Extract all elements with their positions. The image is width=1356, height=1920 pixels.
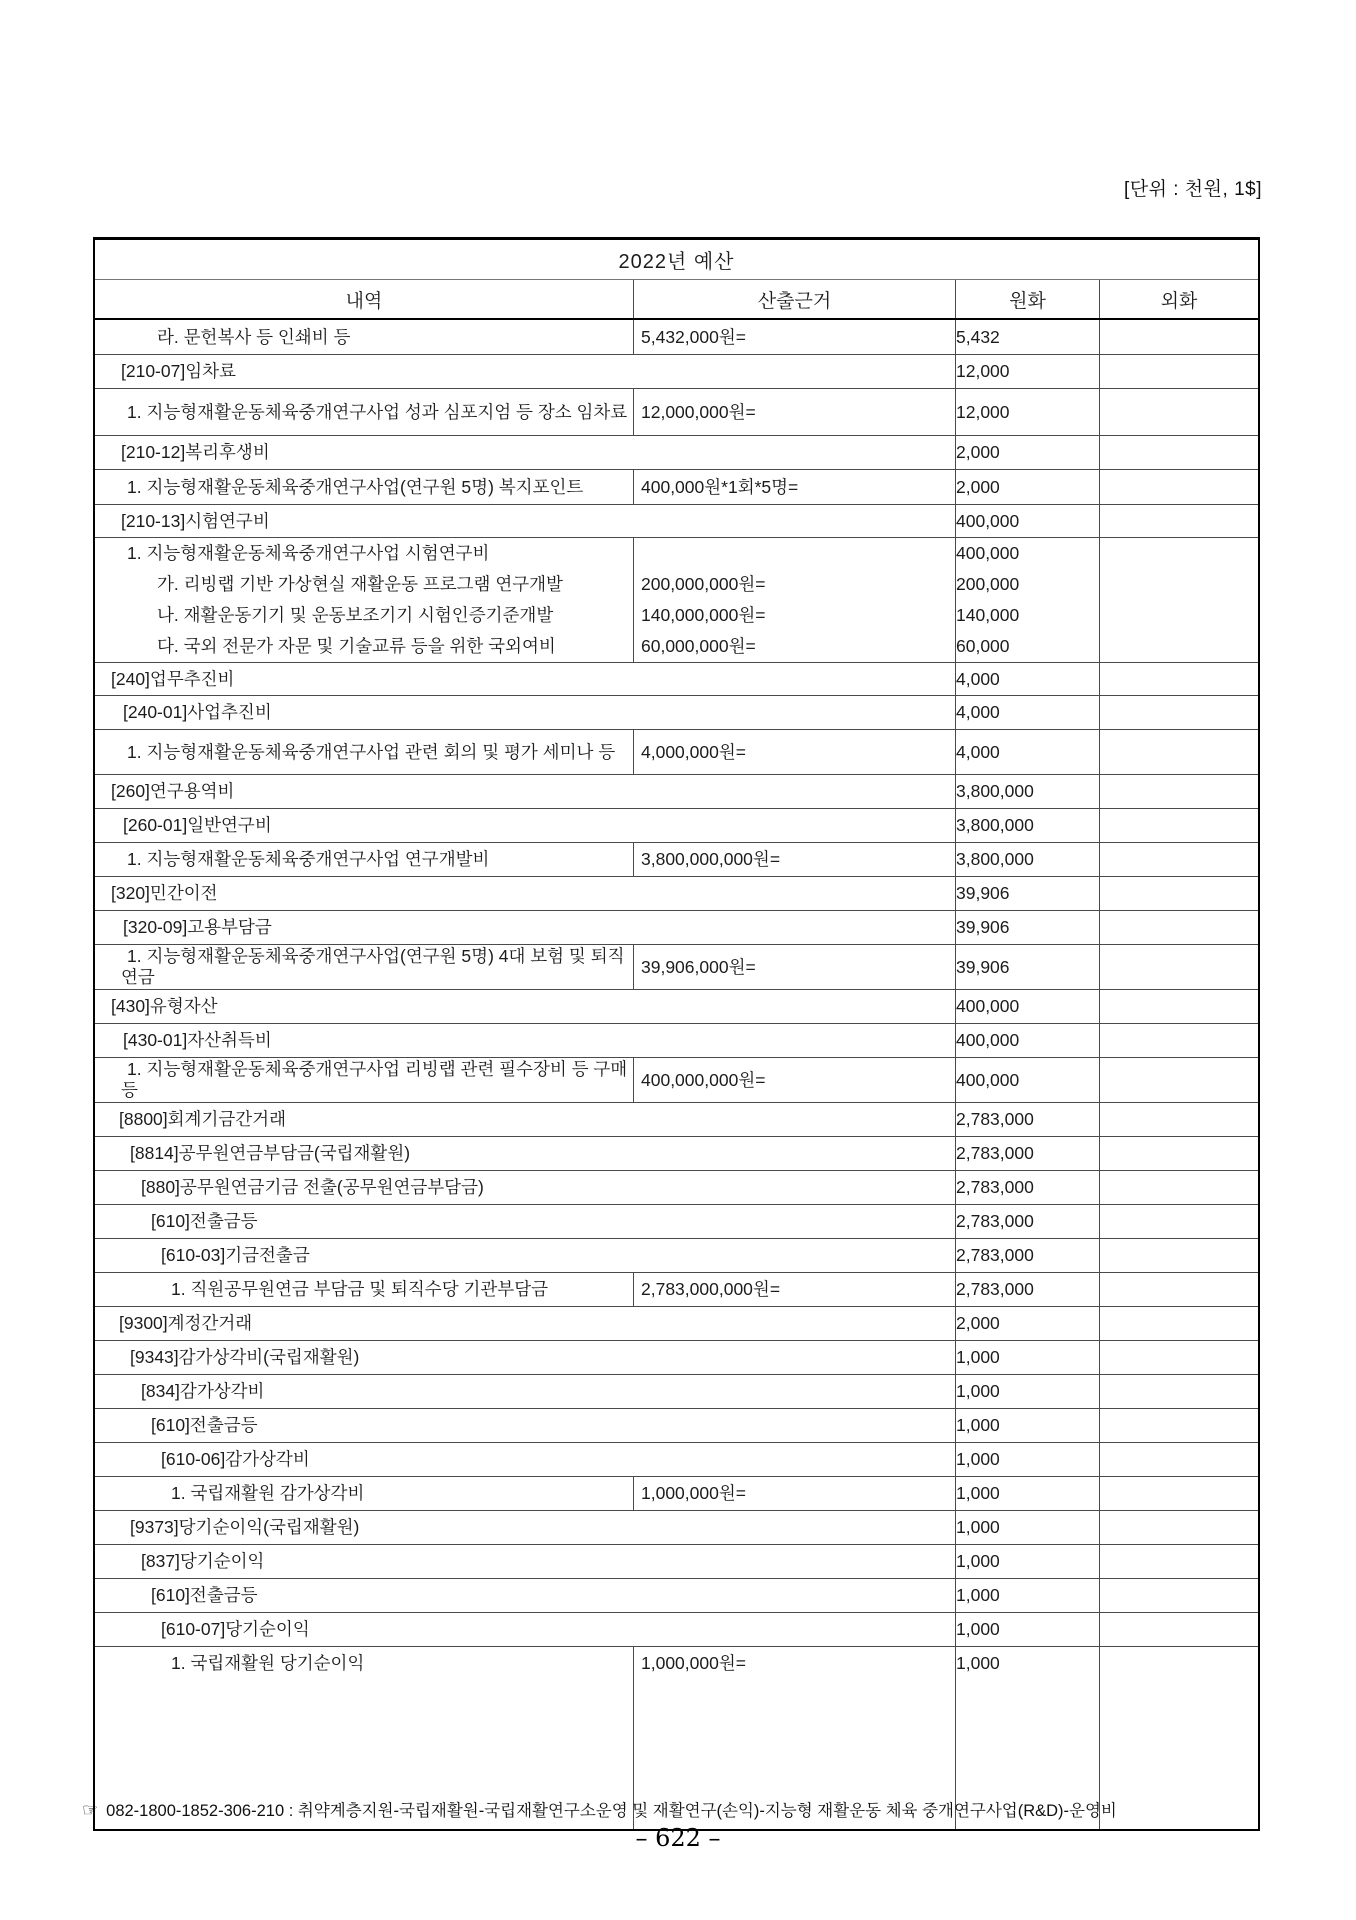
item-description: [610-07]당기순이익 — [161, 1619, 310, 1639]
table-body — [95, 320, 1258, 1829]
calc-basis: 140,000,000원= — [633, 600, 955, 631]
foreign-currency-amount — [1099, 600, 1258, 631]
table-row — [95, 1340, 1258, 1374]
item-description: [610]전출금등 — [151, 1211, 258, 1231]
calc-basis: 1,000,000원= — [633, 1477, 955, 1510]
foreign-currency-amount — [1099, 1443, 1258, 1476]
foreign-currency-amount — [1099, 1024, 1258, 1057]
footnote — [82, 1797, 1292, 1821]
calc-basis: 12,000,000원= — [633, 389, 955, 435]
krw-amount: 1,000 — [955, 1477, 1099, 1510]
calc-basis: 200,000,000원= — [633, 569, 955, 600]
krw-amount: 140,000 — [955, 600, 1099, 631]
table-row — [95, 320, 1258, 354]
krw-amount: 1,000 — [955, 1545, 1099, 1578]
item-description: [8800]회계기금간거래 — [119, 1109, 286, 1129]
foreign-currency-amount — [1099, 505, 1258, 537]
item-description: 1. 국립재활원 감가상각비 — [171, 1483, 365, 1503]
table-row — [95, 504, 1258, 537]
table-subrow — [95, 569, 1258, 600]
calc-basis: 400,000원*1회*5명= — [633, 470, 955, 504]
table-row — [95, 1057, 1258, 1102]
item-description: 가. 리빙랩 기반 가상현실 재활운동 프로그램 연구개발 — [157, 574, 563, 594]
table-subrow — [95, 600, 1258, 631]
item-description: 1. 지능형재활운동체육중개연구사업 관련 회의 및 평가 세미나 등 — [127, 741, 616, 762]
item-description: [8814]공무원연금부담금(국립재활원) — [130, 1143, 411, 1163]
foreign-currency-amount — [1099, 990, 1258, 1023]
table-row — [95, 910, 1258, 944]
calc-basis: 1,000,000원= — [633, 1647, 955, 1829]
table-subrow — [95, 631, 1258, 662]
table-row — [95, 1238, 1258, 1272]
calc-basis: 60,000,000원= — [633, 631, 955, 662]
table-row — [95, 662, 1258, 695]
table-row — [95, 944, 1258, 989]
table-row — [95, 729, 1258, 774]
calc-basis: 2,783,000,000원= — [633, 1273, 955, 1306]
item-description: [240-01]사업추진비 — [123, 702, 272, 722]
foreign-currency-amount — [1099, 1239, 1258, 1272]
krw-amount: 2,000 — [955, 470, 1099, 504]
foreign-currency-amount — [1099, 809, 1258, 842]
krw-amount: 4,000 — [955, 663, 1099, 695]
foreign-currency-amount — [1099, 1613, 1258, 1646]
calc-basis: 39,906,000원= — [633, 945, 955, 989]
foreign-currency-amount — [1099, 1579, 1258, 1612]
table-row — [95, 876, 1258, 910]
foreign-currency-amount — [1099, 911, 1258, 944]
foreign-currency-amount — [1099, 1171, 1258, 1204]
table-row — [95, 1442, 1258, 1476]
table-subrow — [95, 538, 1258, 569]
foreign-currency-amount — [1099, 1511, 1258, 1544]
table-row — [95, 1272, 1258, 1306]
table-row — [95, 774, 1258, 808]
krw-amount: 39,906 — [955, 945, 1099, 989]
krw-amount: 1,000 — [955, 1511, 1099, 1544]
foreign-currency-amount — [1099, 730, 1258, 774]
table-row — [95, 1476, 1258, 1510]
krw-amount: 2,000 — [955, 1307, 1099, 1340]
table-row — [95, 1136, 1258, 1170]
foreign-currency-amount — [1099, 696, 1258, 729]
krw-amount: 1,000 — [955, 1579, 1099, 1612]
table-row — [95, 1102, 1258, 1136]
item-description: [430-01]자산취득비 — [123, 1030, 272, 1050]
foreign-currency-amount — [1099, 1205, 1258, 1238]
item-description: [320-09]고용부담금 — [123, 917, 272, 937]
budget-table — [93, 237, 1260, 1831]
unit-label: [단위 : 천원, 1$] — [1123, 179, 1262, 200]
item-description: [9300]계정간거래 — [119, 1313, 253, 1333]
item-description: 1. 지능형재활운동체육중개연구사업 리빙랩 관련 필수장비 등 구매 등 — [121, 1059, 628, 1100]
krw-amount: 39,906 — [955, 877, 1099, 910]
foreign-currency-amount — [1099, 1341, 1258, 1374]
item-description: 1. 지능형재활운동체육중개연구사업 성과 심포지엄 등 장소 임차료 — [127, 401, 628, 422]
table-row — [95, 1023, 1258, 1057]
footnote-text: 082-1800-1852-306-210 : 취약계층지원-국립재활원-국립재활연구소운영 및 재활연구(손익)-지능형 재활운동 체육 중개연구사업(R&D)-운영비 — [106, 1802, 1117, 1820]
item-description: [320]민간이전 — [111, 883, 218, 903]
krw-amount: 2,000 — [955, 436, 1099, 469]
calc-basis: 3,800,000,000원= — [633, 843, 955, 876]
krw-amount: 3,800,000 — [955, 843, 1099, 876]
item-description: 다. 국외 전문가 자문 및 기술교류 등을 위한 국외여비 — [157, 636, 556, 656]
item-description: [9373]당기순이익(국립재활원) — [130, 1517, 360, 1537]
foreign-currency-amount — [1099, 877, 1258, 910]
table-row — [95, 537, 1258, 662]
foreign-currency-amount — [1099, 1137, 1258, 1170]
krw-amount: 200,000 — [955, 569, 1099, 600]
foreign-currency-amount — [1099, 1103, 1258, 1136]
table-header-row — [95, 280, 1258, 320]
foreign-currency-amount — [1099, 1307, 1258, 1340]
page-number: – 622 – — [635, 1824, 721, 1852]
item-description: [210-13]시험연구비 — [121, 510, 270, 531]
item-description: [260]연구용역비 — [111, 781, 235, 801]
foreign-currency-amount — [1099, 945, 1258, 989]
krw-amount: 1,000 — [955, 1647, 1099, 1829]
foreign-currency-amount — [1099, 775, 1258, 808]
item-description: [9343]감가상각비(국립재활원) — [130, 1347, 360, 1367]
table-row — [95, 1374, 1258, 1408]
krw-amount: 4,000 — [955, 696, 1099, 729]
item-description: [837]당기순이익 — [141, 1551, 265, 1571]
column-header-detail: 내역 — [345, 290, 383, 312]
item-description: [610-03]기금전출금 — [161, 1245, 310, 1265]
foreign-currency-amount — [1099, 1545, 1258, 1578]
table-row — [95, 435, 1258, 469]
table-row — [95, 1612, 1258, 1646]
table-row — [95, 1510, 1258, 1544]
item-description: [240]업무추진비 — [111, 668, 235, 689]
item-description: [430]유형자산 — [111, 996, 218, 1016]
krw-amount: 39,906 — [955, 911, 1099, 944]
table-row — [95, 1170, 1258, 1204]
table-row — [95, 354, 1258, 388]
krw-amount: 2,783,000 — [955, 1205, 1099, 1238]
item-description: [260-01]일반연구비 — [123, 815, 272, 835]
foreign-currency-amount — [1099, 1477, 1258, 1510]
foreign-currency-amount — [1099, 1273, 1258, 1306]
krw-amount: 1,000 — [955, 1375, 1099, 1408]
item-description: [834]감가상각비 — [141, 1381, 265, 1401]
column-header-krw: 원화 — [955, 280, 1099, 318]
krw-amount: 2,783,000 — [955, 1137, 1099, 1170]
foreign-currency-amount — [1099, 843, 1258, 876]
table-row — [95, 1306, 1258, 1340]
krw-amount: 12,000 — [955, 355, 1099, 388]
foreign-currency-amount — [1099, 1058, 1258, 1102]
column-header-calc-basis: 산출근거 — [633, 280, 955, 318]
foreign-currency-amount — [1099, 320, 1258, 354]
table-title: 2022년 예산 — [95, 240, 1258, 280]
krw-amount: 2,783,000 — [955, 1273, 1099, 1306]
krw-amount: 400,000 — [955, 990, 1099, 1023]
table-row — [95, 388, 1258, 435]
foreign-currency-amount — [1099, 663, 1258, 695]
krw-amount: 4,000 — [955, 730, 1099, 774]
krw-amount: 400,000 — [955, 1024, 1099, 1057]
item-description: 1. 지능형재활운동체육중개연구사업(연구원 5명) 복지포인트 — [127, 476, 584, 497]
table-row — [95, 1544, 1258, 1578]
table-row — [95, 842, 1258, 876]
item-description: 1. 지능형재활운동체육중개연구사업 연구개발비 — [127, 849, 490, 869]
item-description: [610-06]감가상각비 — [161, 1449, 310, 1469]
foreign-currency-amount — [1099, 389, 1258, 435]
item-description: [880]공무원연금기금 전출(공무원연금부담금) — [141, 1177, 484, 1197]
item-description: [610]전출금등 — [151, 1415, 258, 1435]
item-description: 1. 지능형재활운동체육중개연구사업 시험연구비 — [127, 543, 490, 563]
item-description: [210-12]복리후생비 — [121, 442, 270, 462]
foreign-currency-amount — [1099, 355, 1258, 388]
krw-amount: 1,000 — [955, 1443, 1099, 1476]
krw-amount: 400,000 — [955, 538, 1099, 569]
krw-amount: 60,000 — [955, 631, 1099, 662]
table-row — [95, 1204, 1258, 1238]
foreign-currency-amount — [1099, 569, 1258, 600]
item-description: 나. 재활운동기기 및 운동보조기기 시험인증기준개발 — [157, 605, 554, 625]
krw-amount: 1,000 — [955, 1341, 1099, 1374]
calc-basis: 400,000,000원= — [633, 1058, 955, 1102]
foreign-currency-amount — [1099, 1375, 1258, 1408]
krw-amount: 3,800,000 — [955, 775, 1099, 808]
pointing-hand-icon: ☞ — [82, 1800, 99, 1820]
table-row — [95, 1408, 1258, 1442]
krw-amount: 2,783,000 — [955, 1171, 1099, 1204]
krw-amount: 5,432 — [955, 320, 1099, 354]
krw-amount: 3,800,000 — [955, 809, 1099, 842]
item-description: [610]전출금등 — [151, 1585, 258, 1605]
calc-basis — [633, 538, 955, 569]
krw-amount: 12,000 — [955, 389, 1099, 435]
foreign-currency-amount — [1099, 470, 1258, 504]
calc-basis: 5,432,000원= — [633, 320, 955, 354]
item-description: [210-07]임차료 — [121, 361, 236, 381]
krw-amount: 400,000 — [955, 1058, 1099, 1102]
item-description: 1. 직원공무원연금 부담금 및 퇴직수당 기관부담금 — [171, 1279, 549, 1299]
foreign-currency-amount — [1099, 631, 1258, 662]
table-row — [95, 989, 1258, 1023]
krw-amount: 1,000 — [955, 1613, 1099, 1646]
table-row — [95, 808, 1258, 842]
calc-basis: 4,000,000원= — [633, 730, 955, 774]
foreign-currency-amount — [1099, 538, 1258, 569]
table-row — [95, 469, 1258, 504]
table-row — [95, 1578, 1258, 1612]
krw-amount: 2,783,000 — [955, 1103, 1099, 1136]
krw-amount: 1,000 — [955, 1409, 1099, 1442]
table-row — [95, 695, 1258, 729]
krw-amount: 400,000 — [955, 505, 1099, 537]
item-description: 라. 문헌복사 등 인쇄비 등 — [157, 326, 351, 347]
foreign-currency-amount — [1099, 436, 1258, 469]
item-description: 1. 국립재활원 당기순이익 — [171, 1653, 365, 1673]
column-header-foreign-currency: 외화 — [1099, 280, 1258, 318]
krw-amount: 2,783,000 — [955, 1239, 1099, 1272]
foreign-currency-amount — [1099, 1409, 1258, 1442]
item-description: 1. 지능형재활운동체육중개연구사업(연구원 5명) 4대 보험 및 퇴직연금 — [121, 946, 625, 987]
